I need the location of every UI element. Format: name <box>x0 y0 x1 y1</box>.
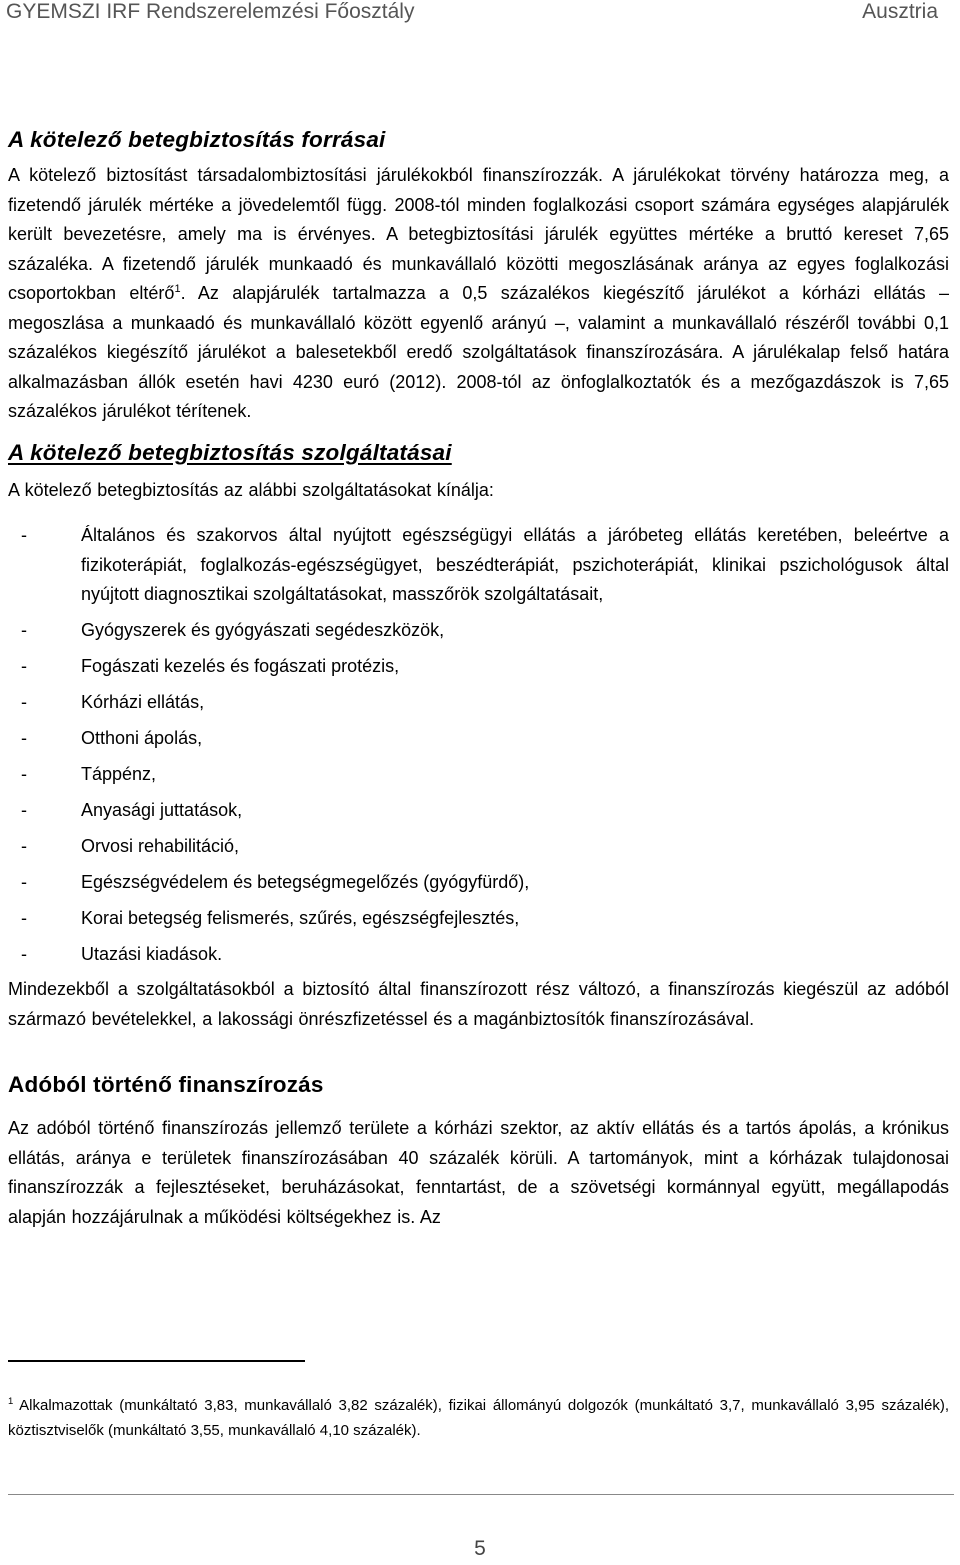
section-title-sources: A kötelező betegbiztosítás forrásai <box>8 127 386 152</box>
list-item-text: Utazási kiadások. <box>81 944 223 964</box>
list-item <box>8 760 949 790</box>
list-item-text: Fogászati kezelés és fogászati protézis, <box>81 656 400 676</box>
list-item-text: Orvosi rehabilitáció, <box>81 836 240 856</box>
header-organization: GYEMSZI IRF Rendszerelemzési Főosztály <box>6 0 415 23</box>
footnote <box>8 1393 949 1443</box>
list-item <box>8 832 949 862</box>
list-dash: - <box>21 656 27 676</box>
list-dash: - <box>21 944 27 964</box>
list-item <box>8 940 949 970</box>
list-item <box>8 868 949 898</box>
tax-financing-paragraph: Az adóból történő finanszírozás jellemző területe a kórházi szektor, az aktív ellátás és a tartós ápolás, a krónikus ellátás, aránya e területek finanszírozásában 40 százalék körüli. A tartományok, mint a kórházak tulajdonosai finanszírozzák a fejlesztéseket, beruházásokat, fenntartást, de a szövetségi kormánnyal együtt, megállapodás alapján hozzájárulnak a működési költségekhez is. Az <box>8 1118 949 1227</box>
main-content <box>8 124 949 1232</box>
sources-text-a: A kötelező biztosítást társadalombiztosítási járulékokból finanszírozzák. A járulékokat törvény határozza meg, a fizetendő járulék mértéke a jövedelemtől függ. 2008-tól minden foglalkozási csoport számára egységes alapjárulék került bevezetésre, amely ma is érvényes. A betegbiztosítási járulék együttes mértéke a bruttó kereset 7,65 százaléka. A fizetendő járulék munkaadó és munkavállaló közötti megoszlásának aránya az egyes foglalkozási csoportokban eltérő <box>8 165 949 303</box>
list-dash: - <box>21 836 27 856</box>
list-dash: - <box>21 692 27 712</box>
list-item-text: Anyasági juttatások, <box>81 800 243 820</box>
footnote-reference[interactable]: 1 <box>174 283 181 295</box>
list-dash: - <box>21 620 27 640</box>
list-item <box>8 796 949 826</box>
list-item <box>8 724 949 754</box>
list-dash: - <box>21 800 27 820</box>
footnote-separator <box>8 1360 305 1362</box>
list-item-text: Kórházi ellátás, <box>81 692 205 712</box>
section-title-tax-financing: Adóból történő finanszírozás <box>8 1072 324 1097</box>
list-dash: - <box>21 764 27 784</box>
services-intro: A kötelező betegbiztosítás az alábbi szolgáltatásokat kínálja: <box>8 479 494 500</box>
footnote-text: Alkalmazottak (munkáltató 3,83, munkavállaló 3,82 százalék), fizikai állományú dolgozók (munkáltató 3,7, munkavállaló 3,95 százalék), köztisztviselők (munkáltató 3,55, munkavállaló 4,10 százalék). <box>8 1397 949 1439</box>
list-item <box>8 521 949 610</box>
list-item-text: Általános és szakorvos által nyújtott egészségügyi ellátás a járóbeteg ellátás keretében, beleértve a fizikoterápiát, foglalkozás-egészségügyet, beszédterápiát, pszichoterápiát, klinikai pszichológusok által nyújtott diagnosztikai szolgáltatásokat, masszőrök szolgáltatásait, <box>81 525 949 604</box>
list-item-text: Táppénz, <box>81 764 157 784</box>
list-dash: - <box>21 525 27 545</box>
list-dash: - <box>21 908 27 928</box>
footnote-number: 1 <box>8 1396 14 1407</box>
page-header <box>0 0 960 26</box>
section-title-services: A kötelező betegbiztosítás szolgáltatásai <box>8 439 452 465</box>
sources-paragraph <box>8 161 949 427</box>
sources-text-b: . Az alapjárulék tartalmazza a 0,5 százalékos kiegészítő járulékot a kórházi ellátás – megoszlása a munkaadó és munkavállaló között egyenlő arányú –, valamint a munkavállaló részéről további 0,1 százalékos kiegészítő járulékot a balesetekből eredő szolgáltatások finanszírozására. A járulékalap felső határa alkalmazásban állók esetén havi 4230 euró (2012). 2008-tól az önfoglalkoztatók és a mezőgazdászok is 7,65 százalékos járulékot térítenek. <box>8 283 950 421</box>
list-dash: - <box>21 872 27 892</box>
list-item-text: Gyógyszerek és gyógyászati segédeszközök, <box>81 620 445 640</box>
page-number: 5 <box>474 1537 486 1560</box>
list-item-text: Otthoni ápolás, <box>81 728 203 748</box>
services-list <box>8 521 949 970</box>
list-item <box>8 904 949 934</box>
list-item <box>8 688 949 718</box>
list-item <box>8 652 949 682</box>
header-country: Ausztria <box>862 0 938 23</box>
footer-separator <box>8 1494 954 1495</box>
list-dash: - <box>21 728 27 748</box>
list-item-text: Egészségvédelem és betegségmegelőzés (gyógyfürdő), <box>81 872 530 892</box>
services-closing-paragraph: Mindezekből a szolgáltatásokból a biztosító által finanszírozott rész változó, a finanszírozás kiegészül az adóból származó bevételekkel, a lakossági önrészfizetéssel és a magánbiztosítók finanszírozásával. <box>8 979 949 1029</box>
list-item-text: Korai betegség felismerés, szűrés, egészségfejlesztés, <box>81 908 520 928</box>
list-item <box>8 616 949 646</box>
